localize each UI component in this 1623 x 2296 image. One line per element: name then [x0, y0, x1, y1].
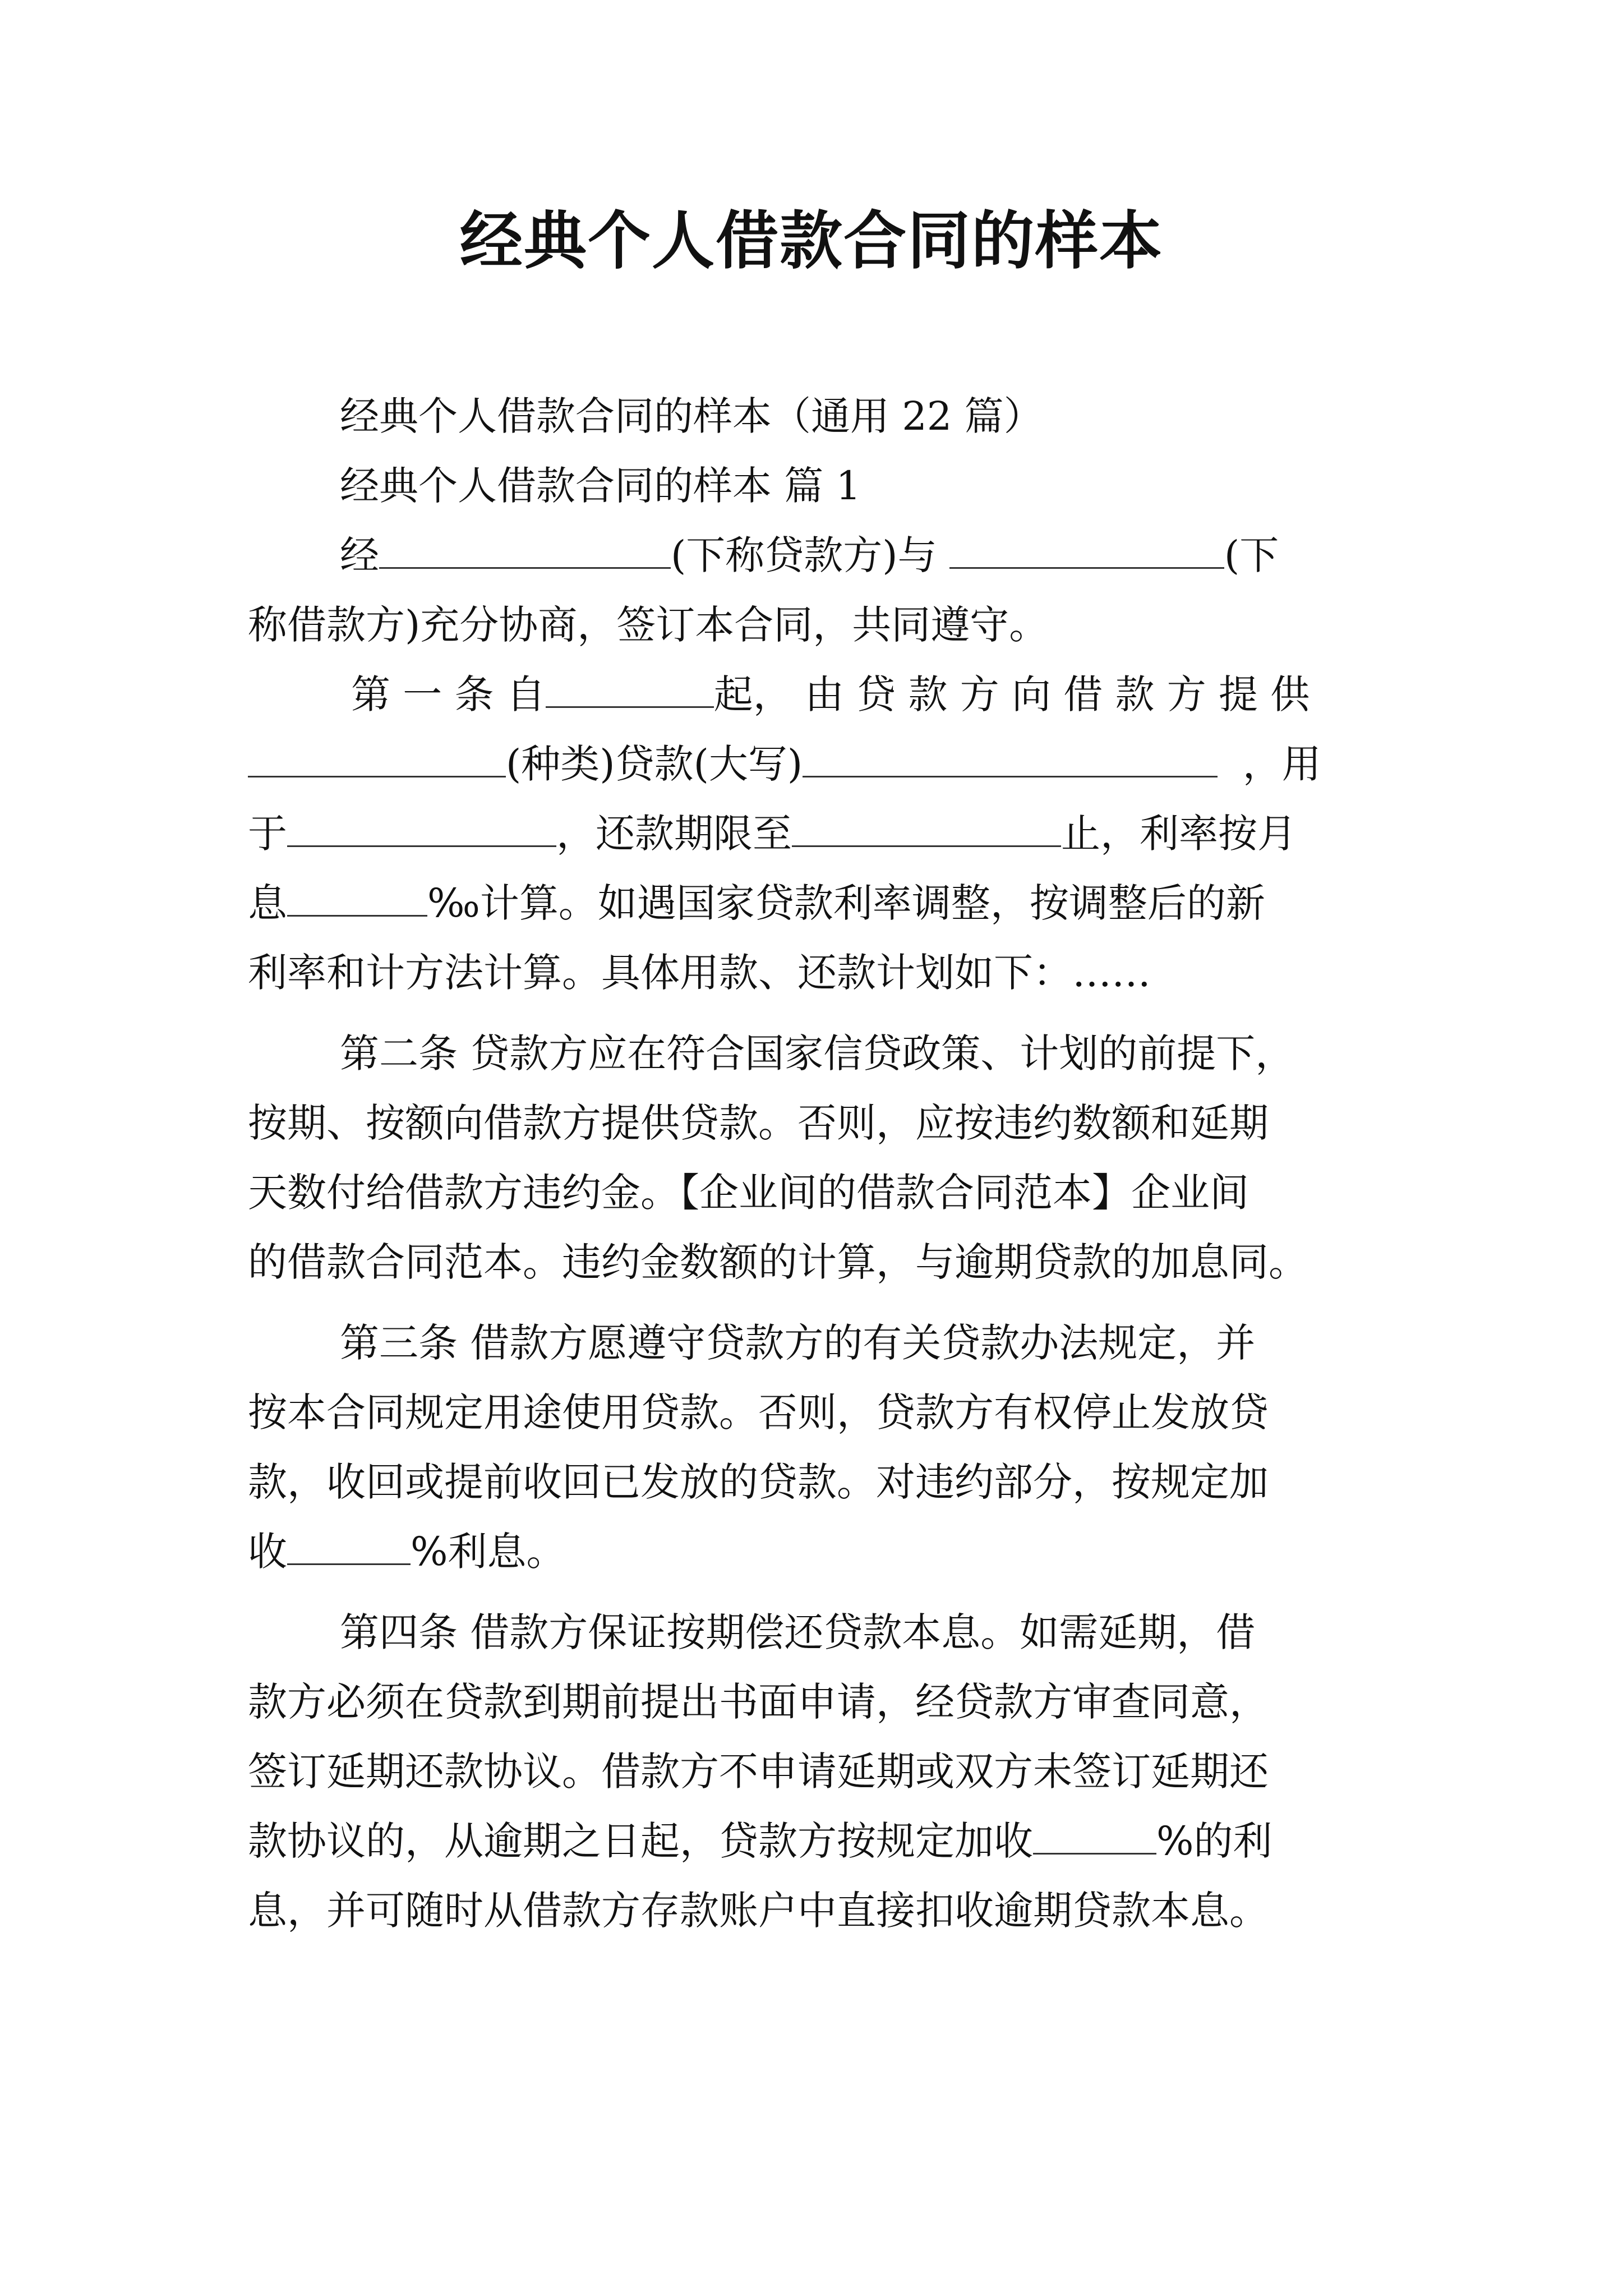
monthly-rate-blank: [287, 880, 427, 917]
article-3-line-1: 第三条 借款方愿遵守贷款方的有关贷款办法规定，并: [340, 1320, 1256, 1366]
article-4-line-4: 款协议的，从逾期之日起，贷款方按规定加收 %的利: [248, 1818, 1272, 1864]
subtitle: 经典个人借款合同的样本（通用 22 篇）: [340, 393, 1043, 439]
document-title: 经典个人借款合同的样本: [460, 205, 1163, 278]
article-2-line-2: 按期、按额向借款方提供贷款。否则，应按违约数额和延期: [248, 1100, 1269, 1146]
penalty-rate-blank: [287, 1529, 411, 1565]
article-4-line-1: 第四条 借款方保证按期偿还贷款本息。如需延期，借: [340, 1609, 1256, 1655]
repayment-deadline-blank: [792, 811, 1061, 847]
article-1-line-1: 第 一 条 自 起， 由 贷 款 方 向 借 款 方 提 供: [351, 671, 1310, 717]
article-3-line-2: 按本合同规定用途使用贷款。否则，贷款方有权停止发放贷: [248, 1389, 1269, 1435]
article-4-line-3: 签订延期还款协议。借款方不申请延期或双方未签订延期还: [248, 1749, 1269, 1795]
intro-line-1: 经 (下称贷款方)与 (下: [340, 532, 1279, 578]
purpose-blank: [287, 811, 556, 847]
article-1-line-4: 息 ‰计算。如遇国家贷款利率调整，按调整后的新: [248, 880, 1265, 926]
section-heading: 经典个人借款合同的样本 篇 1: [340, 463, 861, 509]
article-4-line-2: 款方必须在贷款到期前提出书面申请，经贷款方审查同意，: [248, 1679, 1269, 1725]
loan-amount-blank: [803, 741, 1218, 777]
article-4-line-5: 息，并可随时从借款方存款账户中直接扣收逾期贷款本息。: [248, 1888, 1269, 1934]
borrower-name-blank: [949, 532, 1224, 569]
article-2-line-4: 的借款合同范本。违约金数额的计算，与逾期贷款的加息同。: [248, 1239, 1308, 1285]
article-1-line-3: 于 ，还款期限至 止，利率按月: [248, 811, 1297, 857]
loan-type-blank: [248, 741, 506, 777]
document-body: [248, 381, 1392, 1945]
article-1-line-5: 利率和计方法计算。具体用款、还款计划如下：……: [248, 950, 1151, 996]
intro-line-2: 称借款方)充分协商，签订本合同，共同遵守。: [248, 602, 1049, 648]
overdue-rate-blank: [1033, 1818, 1156, 1855]
article-1-line-2: (种类)贷款(大写) ，用: [248, 729, 1392, 799]
start-date-blank: [546, 671, 714, 708]
lender-name-blank: [379, 532, 671, 569]
article-2-line-3: 天数付给借款方违约金。【企业间的借款合同范本】企业间: [248, 1170, 1249, 1216]
article-3-line-3: 款，收回或提前收回已发放的贷款。对违约部分，按规定加: [248, 1459, 1269, 1505]
article-3-line-4: 收 %利息。: [248, 1529, 566, 1575]
article-2-line-1: 第二条 贷款方应在符合国家信贷政策、计划的前提下，: [340, 1030, 1295, 1076]
